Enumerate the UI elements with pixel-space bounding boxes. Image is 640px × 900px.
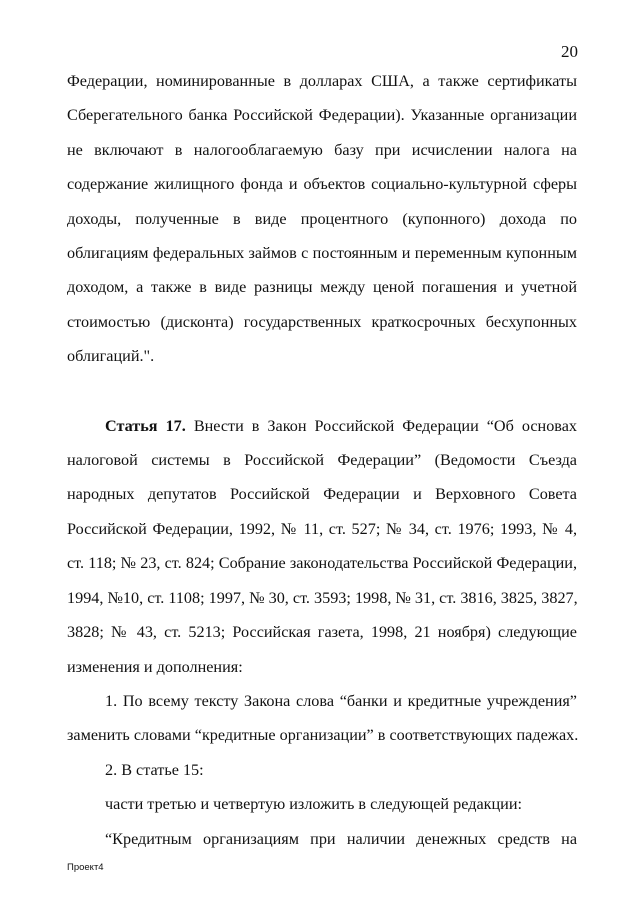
text-line: облигаций.". [67, 347, 155, 366]
article-text: Внести в Закон Российской Федерации “Об основах [185, 416, 577, 435]
text-line: доходом, а также в виде разницы между ценой погашения и учетной [67, 278, 577, 297]
text-line: изменения и дополнения: [67, 657, 243, 676]
text-line: части третью и четвертую изложить в следующей редакции: [105, 795, 522, 814]
text-line: облигациям федеральных займов с постоянным и переменным купонным [67, 244, 577, 263]
text-line: заменить словами “кредитные организации” в соответствующих падежах. [67, 726, 579, 745]
text-line: не включают в налогооблагаемую базу при исчислении налога на [67, 140, 577, 159]
text-line: 1. По всему тексту Закона слова “банки и кредитные учреждения” [105, 691, 577, 710]
quote-start [67, 822, 577, 856]
paragraph-gap [67, 374, 577, 409]
text-line: доходы, полученные в виде процентного (купонного) дохода по [67, 209, 577, 228]
text-line: 1994, №10, ст. 1108; 1997, № 30, ст. 3593; 1998, № 31, ст. 3816, 3825, 3827, [67, 588, 578, 607]
text-line: народных депутатов Российской Федерации и Верховного Совета [67, 485, 577, 504]
text-line: стоимостью (дисконта) государственных краткосрочных бесхупонных [67, 312, 577, 331]
text-line: налоговой системы в Российской Федерации” (Ведомости Съезда [67, 451, 577, 470]
page-number: 20 [561, 42, 578, 61]
item-2-sub [67, 787, 577, 821]
item-1 [67, 684, 577, 753]
article-label: Статья 17. [105, 416, 186, 435]
text-line: ст. 118; № 23, ст. 824; Собрание законодательства Российской Федерации, [67, 554, 577, 573]
text-line: Федерации, номинированные в долларах США, а также сертификаты [67, 72, 577, 90]
footer-label: Проект4 [67, 862, 104, 873]
text-line: 3828; № 43, ст. 5213; Российская газета, 1998, 21 ноября) следующие [67, 623, 577, 642]
text-line: “Кредитным организациям при наличии денежных средств на [105, 829, 577, 848]
item-2 [67, 753, 577, 787]
paragraph-continuation [67, 64, 577, 374]
document-body [67, 64, 577, 856]
text-line: Сберегательного банка Российской Федерации). Указанные организации [67, 106, 577, 125]
article-17 [67, 409, 577, 684]
text-line: 2. В статье 15: [105, 760, 204, 779]
text-line: Российской Федерации, 1992, № 11, ст. 527; № 34, ст. 1976; 1993, № 4, [67, 519, 577, 538]
article-17-first-line [67, 409, 577, 443]
text-line: содержание жилищного фонда и объектов социально-культурной сферы [67, 175, 577, 194]
